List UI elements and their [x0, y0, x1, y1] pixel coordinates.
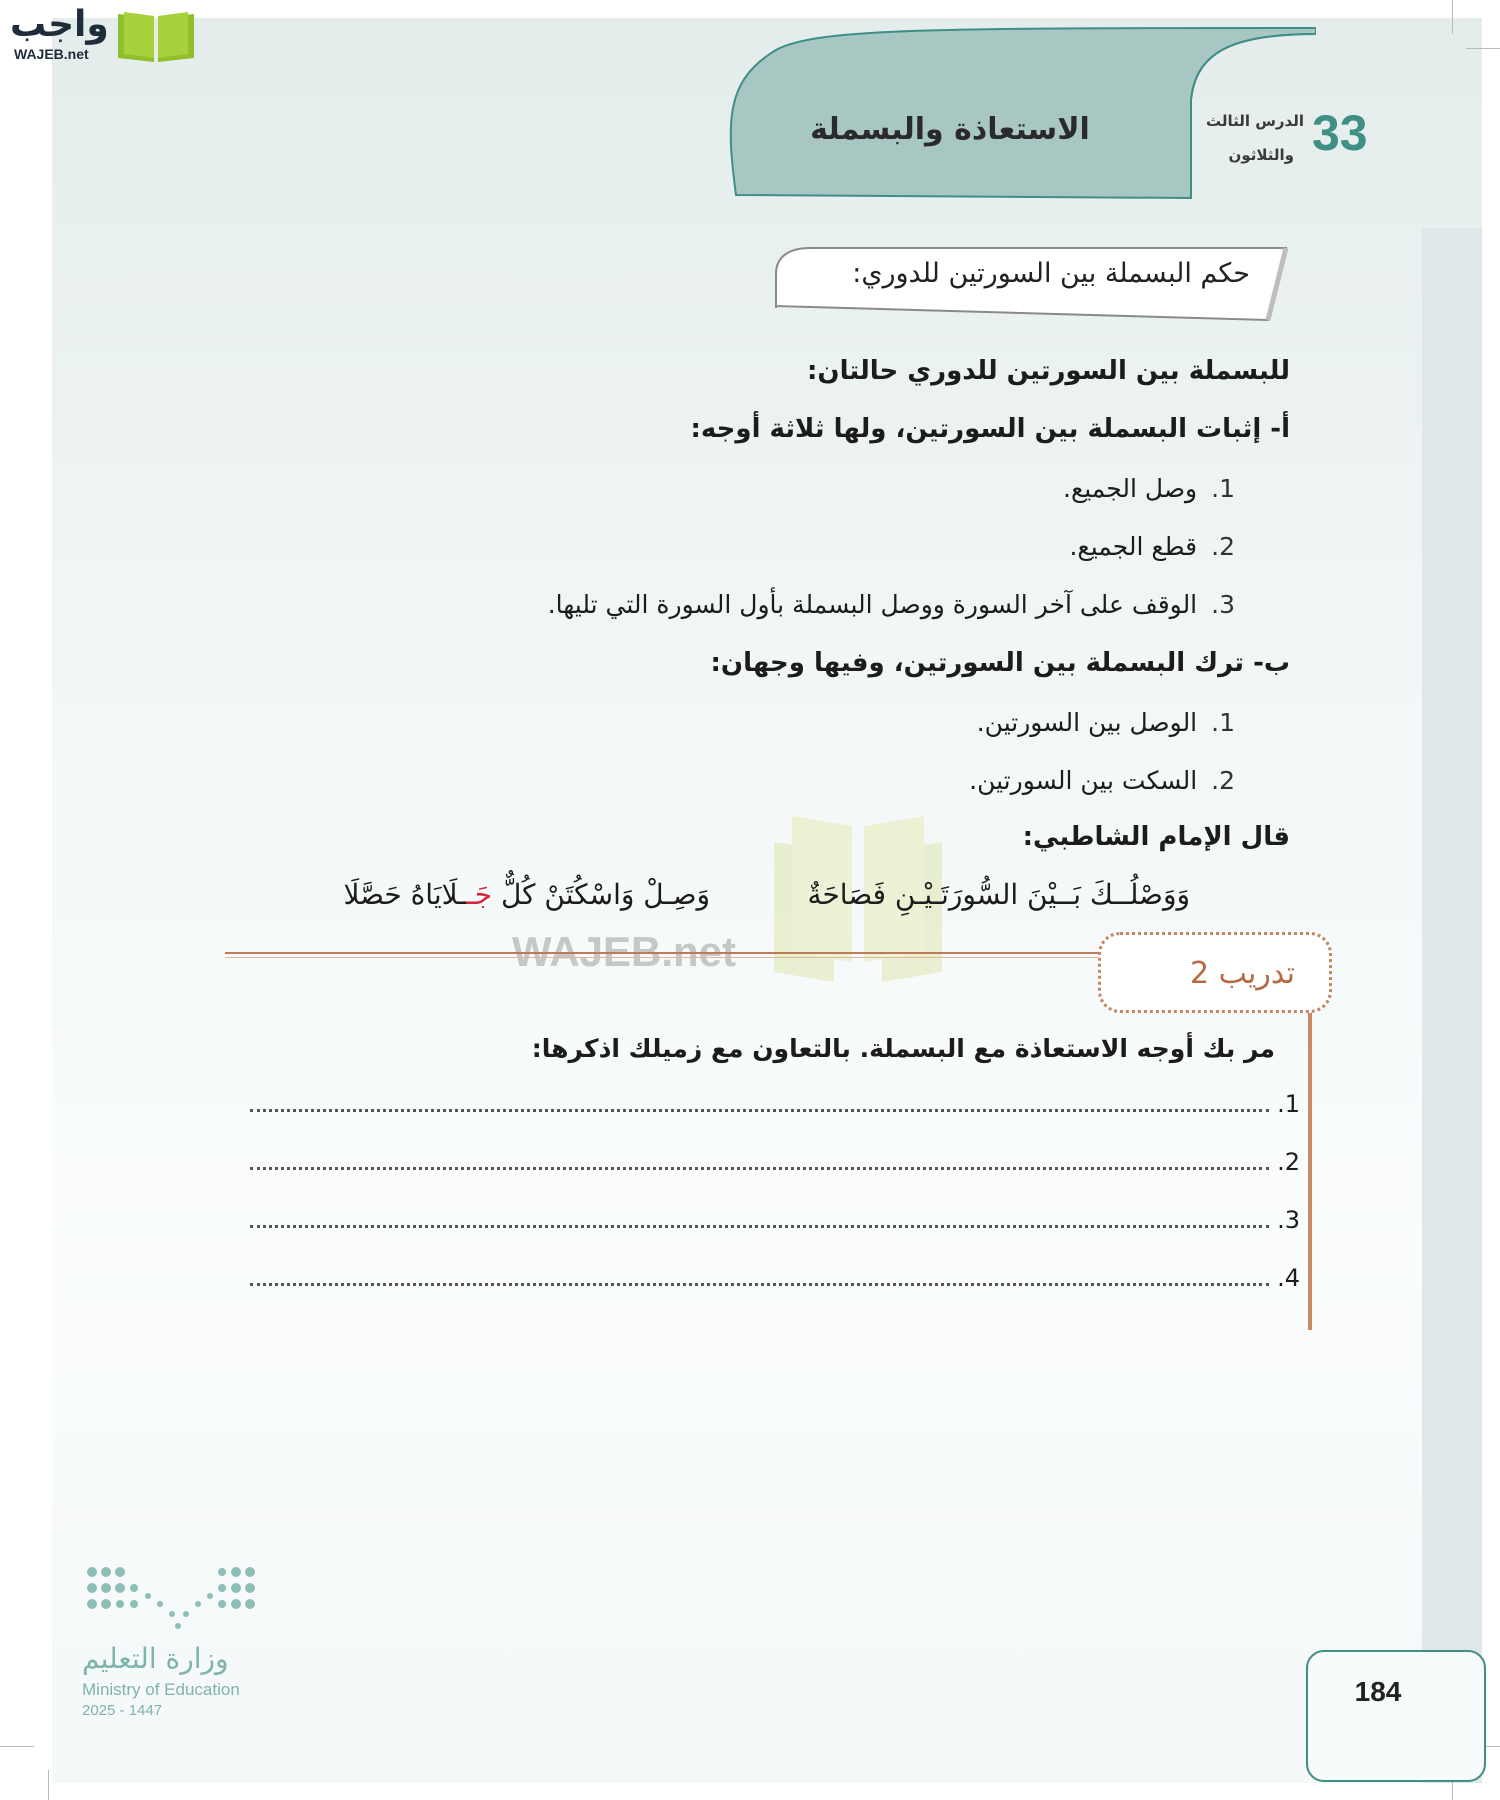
training-side-bar [1308, 1005, 1312, 1330]
item-text: وصل الجميع. [1063, 474, 1198, 503]
crop-mark [48, 1770, 49, 1800]
answer-dots [250, 1091, 1269, 1112]
item-number: 1. [1211, 708, 1235, 737]
intro-line: للبسملة بين السورتين للدوري حالتان: [807, 356, 1290, 386]
verse-highlight: جَـ [466, 878, 493, 911]
item-number: 2. [1211, 532, 1235, 561]
item-number: 2. [1211, 766, 1235, 795]
answer-number: 2. [1277, 1148, 1300, 1176]
verse-left-part: ـلَايَاهُ حَصَّلَا [343, 878, 467, 911]
answer-number: 4. [1277, 1264, 1300, 1292]
subheader-title: حكم البسملة بين السورتين للدوري: [852, 258, 1250, 289]
item-text: الوصل بين السورتين. [976, 708, 1198, 737]
verse-right: وَوَصْلُــكَ بَــيْنَ السُّورَتَـيْـنِ فَصَاحَةٌ [807, 878, 1190, 911]
case-a-item [1069, 532, 1235, 561]
answer-number: 3. [1277, 1206, 1300, 1234]
page-number-box [1306, 1650, 1486, 1782]
case-b-item [969, 766, 1235, 795]
poet-line: قال الإمام الشاطبي: [1022, 822, 1290, 852]
case-a-item [1063, 474, 1235, 503]
item-number: 3. [1211, 590, 1235, 619]
answer-line[interactable] [250, 1264, 1300, 1292]
lesson-label-2: والثلاثون [1228, 146, 1294, 164]
answer-dots [250, 1149, 1269, 1170]
case-a-heading: أ- إثبات البسملة بين السورتين، ولها ثلاثة أوجه: [690, 414, 1290, 444]
ministry-logo-icon [82, 1560, 272, 1640]
verse-left [343, 878, 710, 911]
training-label: تدريب 2 [1189, 956, 1295, 991]
lesson-number: 33 [1312, 105, 1368, 161]
case-a-item [548, 590, 1235, 619]
answer-line[interactable] [250, 1206, 1300, 1234]
item-text: الوقف على آخر السورة ووصل البسملة بأول السورة التي تليها. [547, 590, 1198, 619]
page-number: 184 [1354, 1676, 1402, 1707]
ministry-name-ar: وزارة التعليم [82, 1642, 229, 1675]
answer-line[interactable] [250, 1090, 1300, 1118]
ministry-name-en: Ministry of Education [82, 1680, 240, 1699]
item-text: السكت بين السورتين. [969, 766, 1198, 795]
crop-mark [1466, 48, 1500, 49]
answer-dots [250, 1207, 1269, 1228]
answer-line[interactable] [250, 1148, 1300, 1176]
training-divider-thin [225, 957, 1105, 958]
lesson-header-tab [716, 20, 1316, 200]
wajeb-logo[interactable] [10, 4, 190, 66]
item-number: 1. [1211, 474, 1235, 503]
training-question: مر بك أوجه الاستعاذة مع البسملة. بالتعاون مع زميلك اذكرها: [531, 1034, 1275, 1063]
book-icon [116, 8, 196, 64]
logo-subtext: WAJEB.net [14, 46, 89, 62]
verse-left-part: وَصِـلْ وَاسْكُتَنْ كُلٌّ [492, 878, 710, 911]
logo-text: واجب [10, 4, 109, 45]
crop-mark [0, 1746, 34, 1747]
crop-mark [1452, 0, 1453, 34]
case-b-heading: ب- ترك البسملة بين السورتين، وفيها وجهان: [710, 648, 1290, 678]
case-b-item [977, 708, 1235, 737]
lesson-label-1: الدرس الثالث [1205, 112, 1304, 130]
answer-number: 1. [1277, 1090, 1300, 1118]
answer-dots [250, 1265, 1269, 1286]
item-text: قطع الجميع. [1069, 532, 1198, 561]
lesson-title: الاستعاذة والبسملة [810, 112, 1090, 147]
edition-year: 2025 - 1447 [82, 1702, 163, 1719]
